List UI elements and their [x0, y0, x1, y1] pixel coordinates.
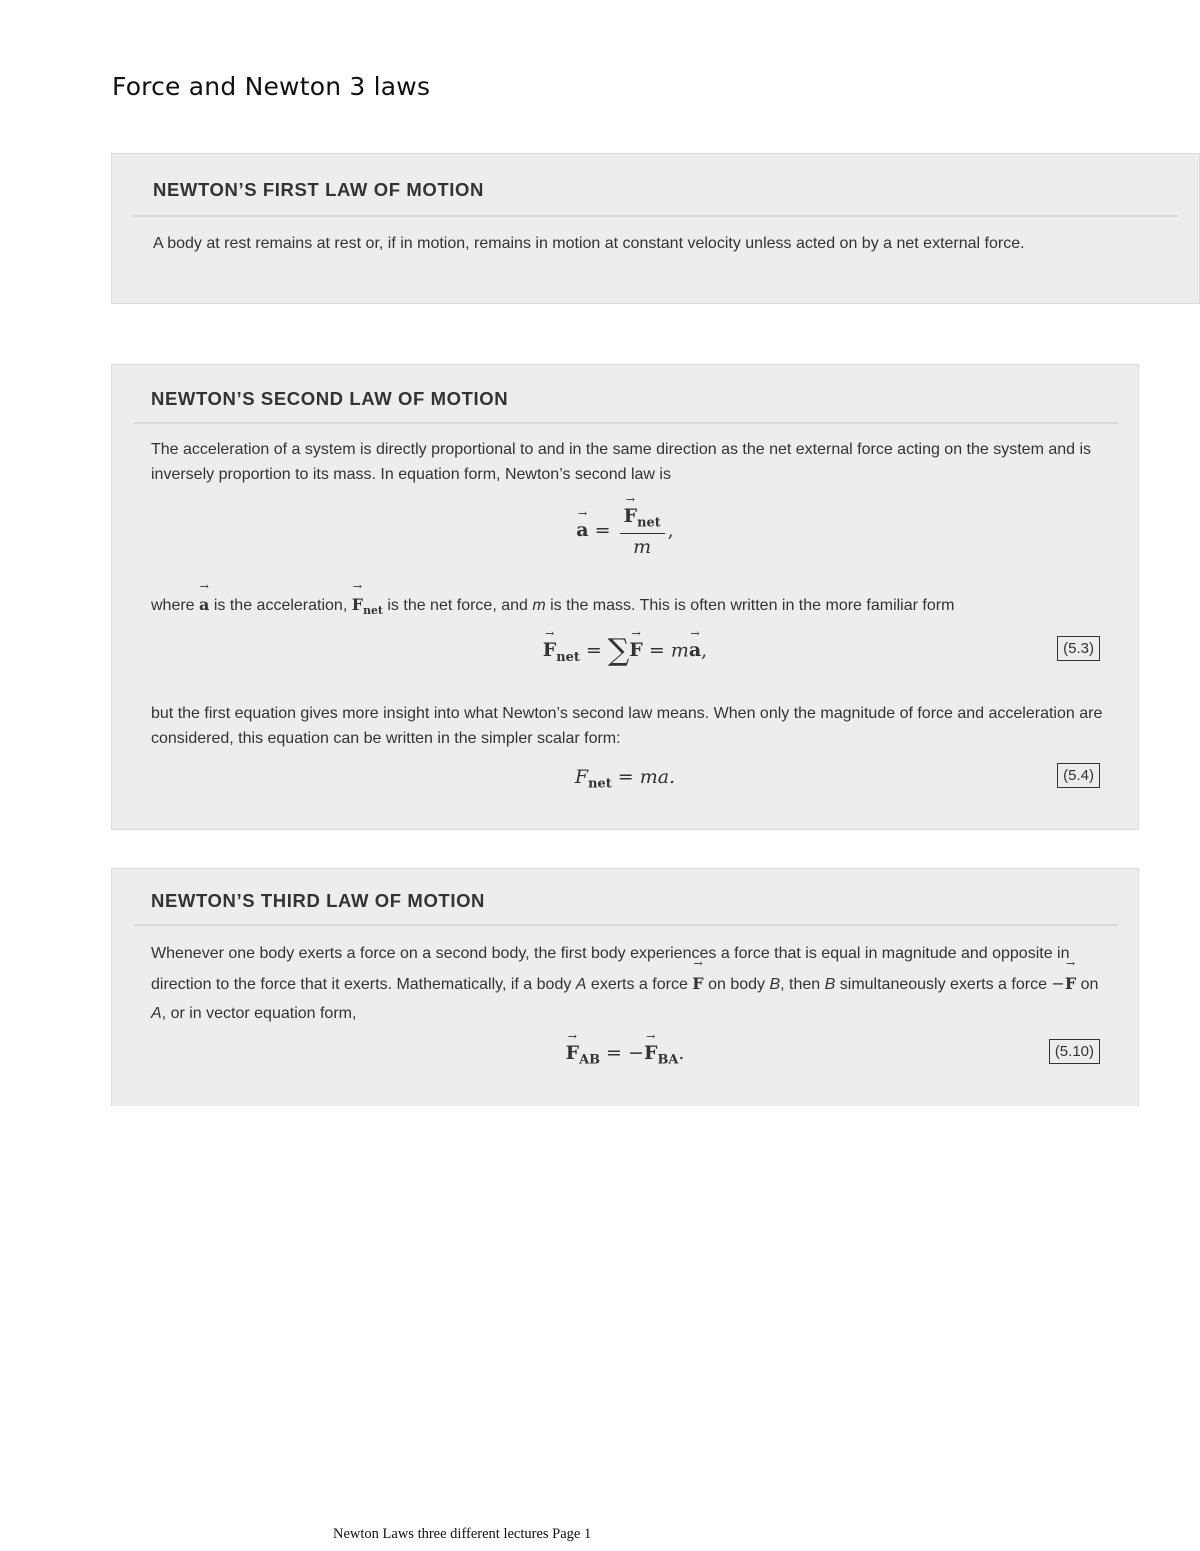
vector-F: → F	[692, 969, 703, 999]
second-law-after-text: but the first equation gives more insight into what Newton’s second law means. When only the magnitude of force and acceleration are considered, this equation can be written in the simpler scalar form:	[151, 705, 1103, 747]
third-law-text-1: Whenever one body exerts a force on a second body, the first body experiences a force that is equal in magnitude and opposite in direction to the force that it exerts. Mathematically, if a body	[151, 945, 1070, 993]
second-law-where-text	[151, 592, 1131, 624]
vector-F: → F	[624, 505, 638, 527]
equation-number-5-10: (5.10)	[1049, 1039, 1100, 1064]
body-A: A	[575, 975, 587, 993]
equation-number-5-3: (5.3)	[1057, 636, 1100, 661]
vector-F: → F	[566, 1042, 580, 1064]
vector-F: → F	[352, 592, 363, 618]
comma: ,	[701, 639, 708, 662]
where-text-3: is the net force, and	[382, 597, 533, 614]
third-law-text-7: , or in vector equation form,	[161, 1005, 357, 1022]
vector-F: → F	[543, 639, 557, 661]
equals-sign: =	[594, 519, 611, 542]
third-law-text-5: simultaneously exerts a force	[835, 975, 1052, 993]
body-B: B	[769, 975, 781, 993]
summation-symbol: ∑	[607, 633, 630, 668]
fraction-denominator: m	[633, 535, 652, 558]
equals-sign: =	[585, 639, 602, 662]
where-text-1: where	[151, 597, 200, 614]
minus-sign: −	[1051, 973, 1065, 993]
fraction	[620, 505, 665, 558]
equation-5-3	[112, 633, 1138, 668]
equals-sign: =	[617, 766, 634, 788]
equals-sign: =	[606, 1042, 622, 1064]
first-law-box	[111, 153, 1200, 304]
equation-5-10	[112, 1042, 1138, 1068]
mass-variable: m	[532, 597, 546, 614]
subscript-net: net	[556, 649, 580, 665]
equation-acceleration	[112, 505, 1138, 558]
scalar-F: F	[574, 766, 589, 788]
equals-sign: =	[648, 639, 665, 662]
second-law-box	[111, 364, 1139, 830]
third-law-text-6: on	[1076, 975, 1099, 993]
third-law-divider	[134, 924, 1118, 926]
third-law-text-3: on body	[703, 975, 770, 993]
page-footer: Newton Laws three different lectures Page 1	[333, 1526, 592, 1542]
third-law-heading: NEWTON’S THIRD LAW OF MOTION	[151, 890, 486, 911]
mass-variable: m	[670, 639, 689, 662]
where-text-4: is the mass. This is often written in the more familiar form	[545, 597, 955, 614]
period: .	[678, 1042, 685, 1064]
second-law-heading: NEWTON’S SECOND LAW OF MOTION	[151, 388, 509, 409]
subscript-net: net	[588, 776, 612, 792]
subscript-net: net	[363, 603, 383, 617]
second-law-divider	[134, 422, 1118, 424]
vector-a: → a	[576, 519, 588, 541]
first-law-heading: NEWTON’S FIRST LAW OF MOTION	[153, 179, 484, 200]
comma: ,	[667, 519, 674, 542]
vector-F: → F	[1065, 969, 1076, 999]
vector-a: → a	[199, 592, 209, 618]
vector-F: → F	[644, 1042, 658, 1064]
equation-number-5-4: (5.4)	[1057, 763, 1100, 788]
subscript-BA: BA	[657, 1052, 679, 1068]
vector-F: → F	[629, 639, 643, 661]
third-law-text-2: exerts a force	[586, 975, 693, 993]
fraction-numerator	[620, 505, 665, 534]
third-law-text-4: , then	[780, 975, 825, 993]
subscript-AB: AB	[579, 1052, 600, 1068]
page-title: Force and Newton 3 laws	[112, 72, 431, 101]
vector-a: → a	[689, 639, 701, 661]
first-law-divider	[134, 215, 1177, 217]
body-B: B	[824, 975, 836, 993]
third-law-box	[111, 868, 1139, 1106]
minus-sign: −	[628, 1042, 644, 1064]
subscript-net: net	[637, 515, 661, 531]
where-text-2: is the acceleration,	[209, 597, 352, 614]
scalar-ma: ma.	[639, 766, 676, 788]
first-law-text: A body at rest remains at rest or, if in motion, remains in motion at constant velocity unless acted on by a net external force.	[153, 235, 1025, 252]
equation-5-4	[112, 766, 1138, 792]
second-law-intro: The acceleration of a system is directly proportional to and in the same direction as the net external force acting on the system and is inversely proportion to its mass. In equation form, Newton’s second law is	[151, 441, 1092, 483]
third-law-text	[151, 939, 1111, 1029]
body-A: A	[151, 1005, 162, 1022]
